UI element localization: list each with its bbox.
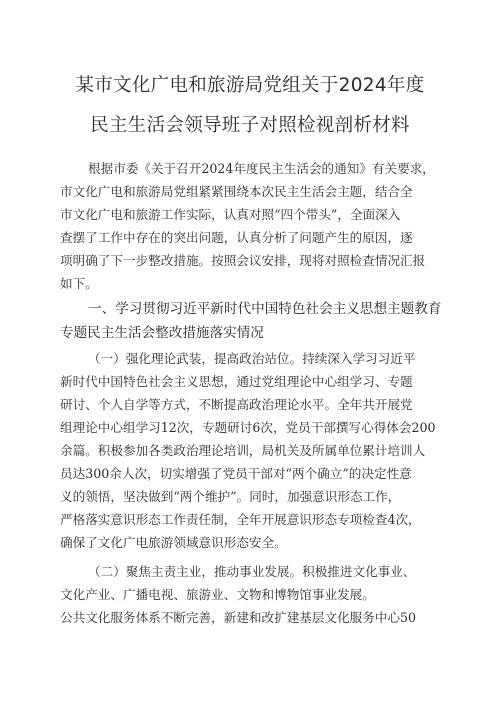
paragraph-line: 新时代中国特色社会主义思想，通过党组理论中心组学习、专题	[60, 374, 413, 389]
intro-line: 查摆了工作中存在的突出问题，认真分析了问题产生的原因，逐	[60, 230, 413, 245]
intro-line: 根据市委《关于召开2024年度民主生活会的通知》有关要求，	[88, 161, 435, 176]
paragraph-line: 员达300余人次，切实增强了党员干部对“两个确立”的决定性意	[60, 466, 412, 481]
intro-line: 市文化广电和旅游局党组紧紧围绕本次民主生活会主题，结合全	[60, 184, 413, 199]
section-heading-line: 一、学习贯彻习近平新时代中国特色社会主义思想主题教育	[88, 301, 442, 317]
paragraph-line: 余篇。积极参加各类政治理论培训，局机关及所属单位累计培训人	[60, 443, 426, 458]
paragraph-line: 文化产业、广播电视、旅游业、文物和博物馆事业发展。	[60, 587, 375, 602]
paragraph-line: 义的领悟，坚决做到“两个维护”。同时，加强意识形态工作，	[60, 489, 401, 504]
intro-line: 项明确了下一步整改措施。按照会议安排，现将对照检查情况汇报	[60, 253, 426, 268]
document-title-line-2: 民主生活会领导班子对照检视剖析材料	[90, 115, 410, 136]
paragraph-line: 确保了文化广电旅游领域意识形态安全。	[60, 535, 287, 550]
document-title-line-1: 某市文化广电和旅游局党组关于2024年度	[75, 75, 425, 96]
paragraph-line: 组理论中心组学习12次，专题研讨6次，党员干部撰写心得体会200	[60, 420, 436, 435]
paragraph-line: 严格落实意识形态工作责任制，全年开展意识形态专项检查4次，	[60, 512, 421, 527]
paragraph-line: 公共文化服务体系不断完善，新建和改扩建基层文化服务中心50	[60, 610, 417, 625]
paragraph-line: （一）强化理论武装，提高政治站位。持续深入学习习近平	[88, 351, 416, 366]
intro-line: 如下。	[60, 276, 98, 291]
paragraph-line: （二）聚焦主责主业，推动事业发展。积极推进文化事业、	[88, 564, 416, 579]
paragraph-line: 研讨、个人自学等方式，不断提高政治理论水平。全年共开展党	[60, 397, 413, 412]
section-heading-line: 专题民主生活会整改措施落实情况	[60, 325, 264, 341]
intro-line: 市文化广电和旅游工作实际，认真对照“四个带头”，全面深入	[60, 207, 401, 222]
